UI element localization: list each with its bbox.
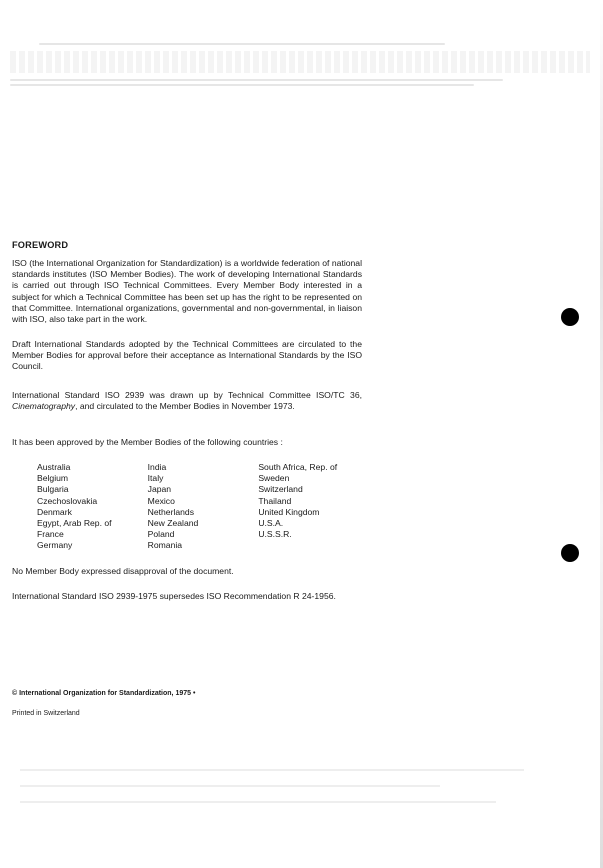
list-item: Netherlands — [147, 506, 194, 517]
list-item: Italy — [147, 473, 164, 484]
list-item: France — [37, 529, 64, 540]
list-item: Germany — [37, 540, 73, 551]
list-item: Thailand — [258, 495, 292, 506]
page-title: FOREWORD — [12, 240, 69, 250]
list-item: Japan — [147, 484, 172, 495]
supersedes-statement: International Standard ISO 2939-1975 supersedes ISO Recommendation R 24-1956. — [12, 591, 336, 601]
committee-subject: Cinematography — [12, 401, 76, 412]
list-item: Mexico — [147, 495, 175, 506]
list-item: Australia — [37, 462, 71, 472]
disapproval-statement: No Member Body expressed disapproval of the document. — [12, 566, 234, 576]
list-item: India — [147, 462, 167, 472]
standard-text-end: , and circulated to the Member Bodies in November 1973. — [75, 401, 295, 412]
list-item: Egypt, Arab Rep. of — [37, 518, 112, 529]
list-item: Switzerland — [258, 484, 303, 495]
list-item: Poland — [147, 529, 175, 540]
list-item: U.S.A. — [258, 518, 284, 529]
foreword-paragraph-drafts: Draft International Standards adopted by the Technical Committees are circulated to the Member Bodies for approval before their acceptance as International Standards by the ISO Council. — [12, 339, 362, 372]
bleed-through-footer — [20, 755, 580, 817]
approval-statement: It has been approved by the Member Bodies of the following countries : — [12, 437, 283, 447]
list-item: Czechoslovakia — [37, 495, 98, 506]
list-item: New Zealand — [147, 518, 199, 529]
list-item: Belgium — [37, 473, 69, 484]
list-item: Denmark — [37, 506, 72, 517]
list-item: United Kingdom — [258, 506, 320, 517]
country-list — [37, 462, 367, 552]
list-item: Romania — [147, 540, 183, 551]
printed-notice: Printed in Switzerland — [12, 710, 80, 717]
foreword-paragraph-standard — [12, 390, 362, 412]
country-column-2 — [148, 462, 259, 552]
country-column-3 — [258, 462, 367, 552]
list-item: Bulgaria — [37, 484, 69, 495]
copyright-notice: © International Organization for Standardization, 1975 • — [12, 690, 196, 697]
country-column-1 — [37, 462, 148, 552]
list-item: South Africa, Rep. of — [258, 462, 338, 472]
list-item: Sweden — [258, 473, 290, 484]
standard-text-start: International Standard ISO 2939 was drawn up by Technical Committee ISO/TC 36, — [12, 390, 362, 400]
foreword-paragraph-iso: ISO (the International Organization for Standardization) is a worldwide federation of national standards institutes (ISO Member Bodies). The work of developing International Standards is carried out through ISO Technical Committees. Every Member Body interested in a subject for which a Technical Committee has been set up has the right to be represented on that Committee. International organizations, governmental and non-governmental, in liaison with ISO, also take part in the work. — [12, 258, 362, 325]
punch-hole-lower — [561, 544, 579, 562]
list-item: U.S.S.R. — [258, 529, 292, 540]
punch-hole-upper — [561, 308, 579, 326]
bleed-through-header — [10, 40, 590, 89]
